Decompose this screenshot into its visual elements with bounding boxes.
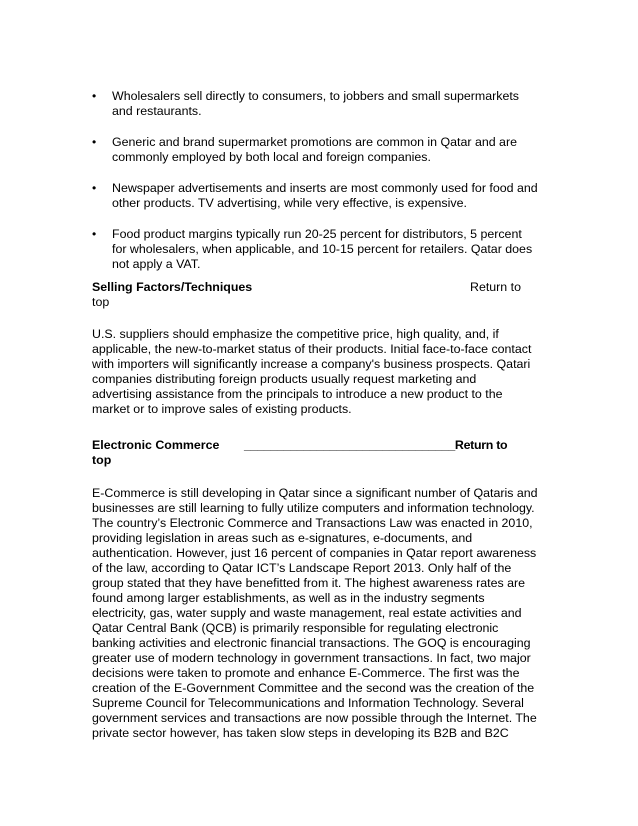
bullet-list [92, 89, 552, 288]
paragraph-line: E-Commerce is still developing in Qatar since a significant number of Qataris and [92, 486, 538, 500]
bullet-icon: • [92, 89, 97, 103]
heading-rule [244, 438, 507, 453]
paragraph-line: Supreme Council for Telecommunications and Information Technology. Several [92, 696, 524, 710]
section-title: Electronic Commerce [92, 438, 220, 452]
bullet-line: not apply a VAT. [112, 257, 201, 271]
paragraph-line: Qatar Central Bank (QCB) is primarily responsible for regulating electronic [92, 621, 499, 635]
heading-rule-text: ________________________________ [244, 438, 455, 452]
ecommerce-paragraph-1 [92, 486, 554, 621]
electronic-commerce-heading [92, 438, 554, 468]
bullet-icon: • [92, 135, 97, 149]
bullet-line: Wholesalers sell directly to consumers, to jobbers and small supermarkets [112, 89, 519, 103]
paragraph-line: of the law, according to Qatar ICT’s Landscape Report 2013. Only half of the [92, 561, 512, 575]
paragraph-line: group stated that they have benefitted from it. The highest awareness rates are [92, 576, 526, 590]
bullet-line: commonly employed by both local and foreign companies. [112, 150, 431, 164]
paragraph-line: private sector however, has taken slow steps in developing its B2B and B2C [92, 726, 509, 740]
bullet-icon: • [92, 227, 97, 241]
paragraph-line: applicable, the new-to-market status of their products. Initial face-to-face contact [92, 342, 532, 356]
paragraph-line: government services and transactions are now possible through the Internet. The [92, 711, 537, 725]
bullet-item [92, 181, 552, 211]
bullet-line: Newspaper advertisements and inserts are most commonly used for food and [112, 181, 538, 195]
bullet-item [92, 135, 552, 165]
bullet-line: for wholesalers, when applicable, and 10-15 percent for retailers. Qatar does [112, 242, 533, 256]
paragraph-line: greater use of modern technology in government transactions. In fact, two major [92, 651, 531, 665]
return-to-top-link[interactable]: Return to [470, 280, 521, 294]
paragraph-line: market or to improve sales of existing products. [92, 402, 352, 416]
paragraph-line: companies distributing foreign products usually request marketing and [92, 372, 477, 386]
bullet-line: Food product margins typically run 20-25 percent for distributors, 5 percent [112, 227, 522, 241]
bullet-icon: • [92, 181, 97, 195]
bullet-line: Generic and brand supermarket promotions are common in Qatar and are [112, 135, 517, 149]
paragraph-line: advertising assistance from the principals to introduce a new product to the [92, 387, 503, 401]
paragraph-line: banking activities and electronic financial transactions. The GOQ is encouraging [92, 636, 531, 650]
section-title: Selling Factors/Techniques [92, 280, 253, 294]
return-to-top-link-cont[interactable]: top [92, 453, 112, 467]
paragraph-line: with importers will significantly increase a company's business prospects. Qatari [92, 357, 531, 371]
bullet-text [112, 181, 552, 211]
bullet-item [92, 227, 552, 272]
paragraph-line: creation of the E-Government Committee and the second was the creation of the [92, 681, 535, 695]
paragraph-line: providing legislation in areas such as e-signatures, e-documents, and [92, 531, 473, 545]
selling-factors-heading [92, 280, 554, 310]
ecommerce-paragraph-2 [92, 621, 554, 741]
bullet-line: and restaurants. [112, 104, 202, 118]
paragraph-line: decisions were taken to promote and enhance E-Commerce. The first was the [92, 666, 520, 680]
bullet-line: other products. TV advertising, while very effective, is expensive. [112, 196, 467, 210]
paragraph-line: found among larger establishments, as well as in the industry segments [92, 591, 485, 605]
bullet-item [92, 89, 552, 119]
return-to-top-link-cont[interactable]: top [92, 295, 110, 309]
paragraph-line: authentication. However, just 16 percent of companies in Qatar report awareness [92, 546, 537, 560]
bullet-text [112, 89, 552, 119]
return-to-top-link[interactable]: Return to [454, 438, 508, 452]
bullet-text [112, 135, 552, 165]
paragraph-line: businesses are still learning to fully utilize computers and information technology. [92, 501, 535, 515]
paragraph-line: The country’s Electronic Commerce and Transactions Law was enacted in 2010, [92, 516, 533, 530]
selling-factors-paragraph [92, 327, 554, 417]
paragraph-line: electricity, gas, water supply and waste management, real estate activities and [92, 606, 522, 620]
bullet-text [112, 227, 552, 272]
paragraph-line: U.S. suppliers should emphasize the competitive price, high quality, and, if [92, 327, 499, 341]
